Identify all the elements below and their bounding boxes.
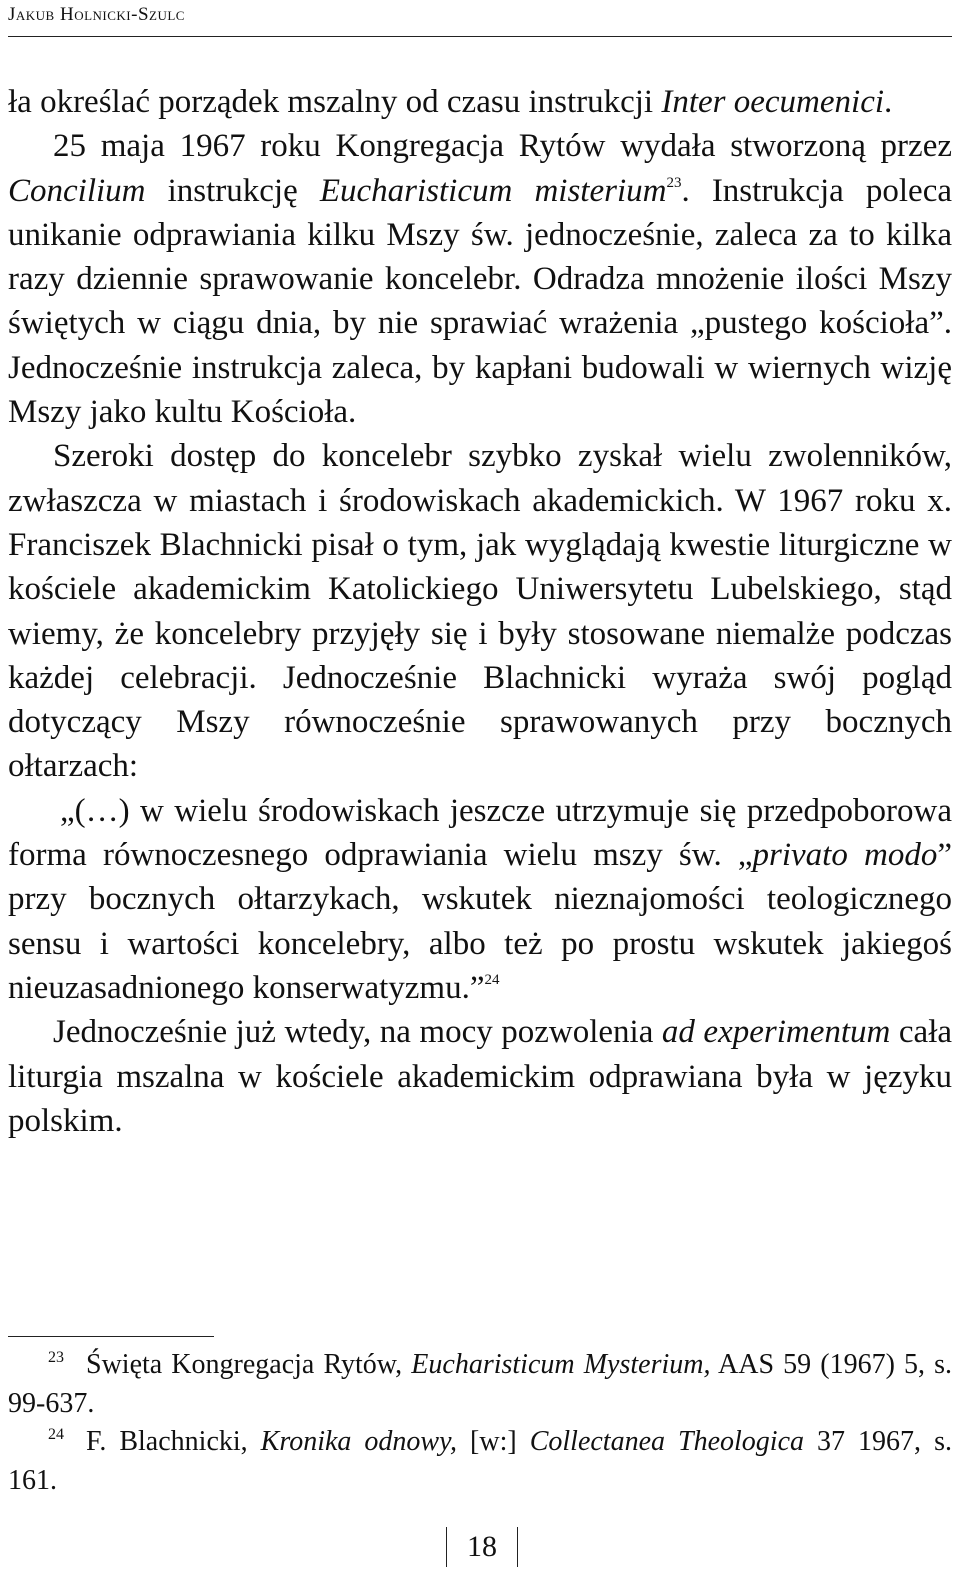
text-span: instrukcję bbox=[145, 172, 320, 209]
paragraph-instruction bbox=[8, 124, 952, 434]
italic-term: privato modo bbox=[752, 837, 938, 874]
italic-title: Collectanea Theologica bbox=[529, 1426, 805, 1457]
text-span: ” przy bocznych ołtarzykach, wskutek nieznajomości teologicznego sensu i wartości koncelebry, albo też po prostu wskutek jakiegoś nieuzasadnionego konserwatyzmu.” bbox=[8, 837, 952, 1006]
text-span: cała liturgia mszalna w kościele akademickim odprawiana była w języku polskim. bbox=[8, 1014, 953, 1139]
italic-title: Inter oecumenici bbox=[661, 84, 885, 120]
text-span: [w:] bbox=[457, 1426, 530, 1457]
text-span: F. Blachnicki, bbox=[86, 1426, 261, 1457]
italic-term: Concilium bbox=[8, 172, 146, 209]
footnote-number: 23 bbox=[48, 1349, 64, 1366]
text-span: Jednocześnie już wtedy, na mocy pozwolenia bbox=[53, 1014, 662, 1051]
footnote-ref-23[interactable]: 23 bbox=[666, 174, 682, 191]
text-span: . Instrukcja poleca unikanie odprawiania kilku Mszy św. jednocześnie, zaleca za to kilka razy dziennie sprawowanie koncelebr. Odradza mnożenie ilości Mszy świętych w ciągu dnia, by nie sprawiać wrażenia „pustego kościoła”. Jednocześnie instrukcja zaleca, by kapłani budowali w wiernych wizję Mszy jako kultu Kościoła. bbox=[8, 172, 952, 431]
text-span: AAS 59 (1967) 5, s. 99-637. bbox=[8, 1349, 953, 1419]
paragraph-polish-liturgy bbox=[8, 1010, 952, 1143]
running-header bbox=[8, 0, 952, 37]
text-span: Szeroki dostęp do koncelebr szybko zyskał wielu zwolenników, zwłaszcza w miastach i środowiskach akademickich. W 1967 roku x. Franciszek Blachnicki pisał o tym, jak wyglądają kwestie liturgiczne w kościele akademickim Katolickiego Uniwersytetu Lubelskiego, stąd wiemy, że koncelebry przyjęły się i były stosowane niemalże podczas każdej celebracji. Jednocześnie Blachnicki wyraża swój pogląd dotyczący Mszy równocześnie sprawowanych przy bocznych ołtarzach: bbox=[8, 438, 952, 785]
text-span: . bbox=[884, 84, 893, 120]
text-span: 25 maja 1967 roku Kongregacja Rytów wydała stworzoną przez bbox=[53, 128, 952, 165]
header-author: Jakub Holnicki-Szulc bbox=[8, 4, 185, 25]
italic-title: Eucharisticum misterium bbox=[319, 172, 667, 209]
paragraph-quote bbox=[8, 789, 952, 1010]
italic-title: Kronika odnowy, bbox=[260, 1426, 457, 1457]
footnotes bbox=[8, 1346, 952, 1500]
text-span: Święta Kongregacja Rytów, bbox=[86, 1349, 412, 1380]
italic-term: ad experimentum bbox=[661, 1014, 891, 1051]
italic-title: Eucharisticum Mysterium, bbox=[411, 1349, 711, 1380]
paragraph-continuation bbox=[8, 80, 952, 124]
text-span: „(…) w wielu środowiskach jeszcze utrzymuje się przedpoborowa forma równoczesnego odprawiania wielu mszy św. „ bbox=[8, 792, 952, 874]
footnote-24 bbox=[8, 1423, 952, 1500]
footnote-number: 24 bbox=[48, 1426, 64, 1443]
footnote-23 bbox=[8, 1346, 952, 1423]
paragraph-concelebration bbox=[8, 434, 952, 788]
text-span: 37 1967, s. 161. bbox=[8, 1426, 952, 1496]
footnote-ref-24[interactable]: 24 bbox=[484, 971, 500, 988]
footnote-divider bbox=[8, 1336, 214, 1337]
page-number: 18 bbox=[446, 1527, 518, 1567]
text-span: ła określać porządek mszalny od czasu instrukcji bbox=[8, 84, 662, 120]
main-text bbox=[8, 80, 952, 1143]
